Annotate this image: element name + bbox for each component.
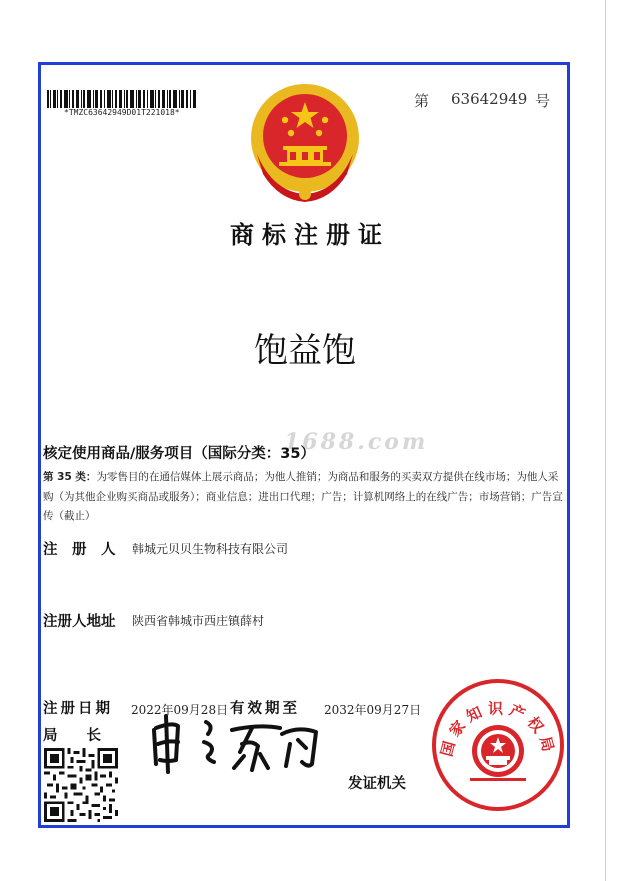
goods-services-text: [43, 468, 563, 527]
trademark-name: 饱益饱: [254, 331, 356, 371]
barcode-text: *TMZC63642949D01T221018*: [64, 108, 180, 117]
number-prefix: 第: [414, 92, 430, 110]
qr-code: [44, 748, 118, 822]
address-label: 注册人地址: [43, 614, 116, 630]
page-edge: [605, 0, 606, 881]
class-label: 第 35 类：: [43, 471, 97, 483]
address-value: 陕西省韩城市西庄镇薛村: [132, 614, 265, 628]
certificate-title: 商标注册证: [230, 220, 390, 249]
director-signature: [148, 712, 328, 774]
registration-number: 63642949: [451, 90, 528, 108]
valid-until-date: 2032年09月27日: [324, 703, 422, 717]
number-suffix: 号: [535, 92, 551, 110]
goods-list: 为零售目的在通信媒体上展示商品；为他人推销；为商品和服务的买卖双方提供在线市场；为他人采购（为其他企业购买商品或服务）；商业信息；进出口代理；广告；计算机网络上的在线广告；市场营销；广告宣传（截止）: [43, 471, 563, 522]
registration-date-label: 注册日期: [43, 701, 113, 717]
barcode: [47, 90, 197, 108]
goods-heading: 核定使用商品/服务项目（国际分类：35）: [43, 446, 315, 462]
registrant-label: 注 册 人: [43, 542, 116, 558]
registrant-value: 韩城元贝贝生物科技有限公司: [132, 542, 289, 556]
national-emblem-icon: [243, 80, 367, 206]
issuer-label: 发证机关: [348, 776, 406, 792]
director-label: 局 长: [43, 728, 101, 744]
valid-until-label: 有效期至: [230, 701, 300, 717]
svg-text:国家知识产权局: 国家知识产权局: [437, 699, 559, 759]
watermark: 1688.com: [284, 429, 429, 455]
official-seal: [430, 677, 566, 813]
registration-date: 2022年09月28日: [131, 703, 229, 717]
